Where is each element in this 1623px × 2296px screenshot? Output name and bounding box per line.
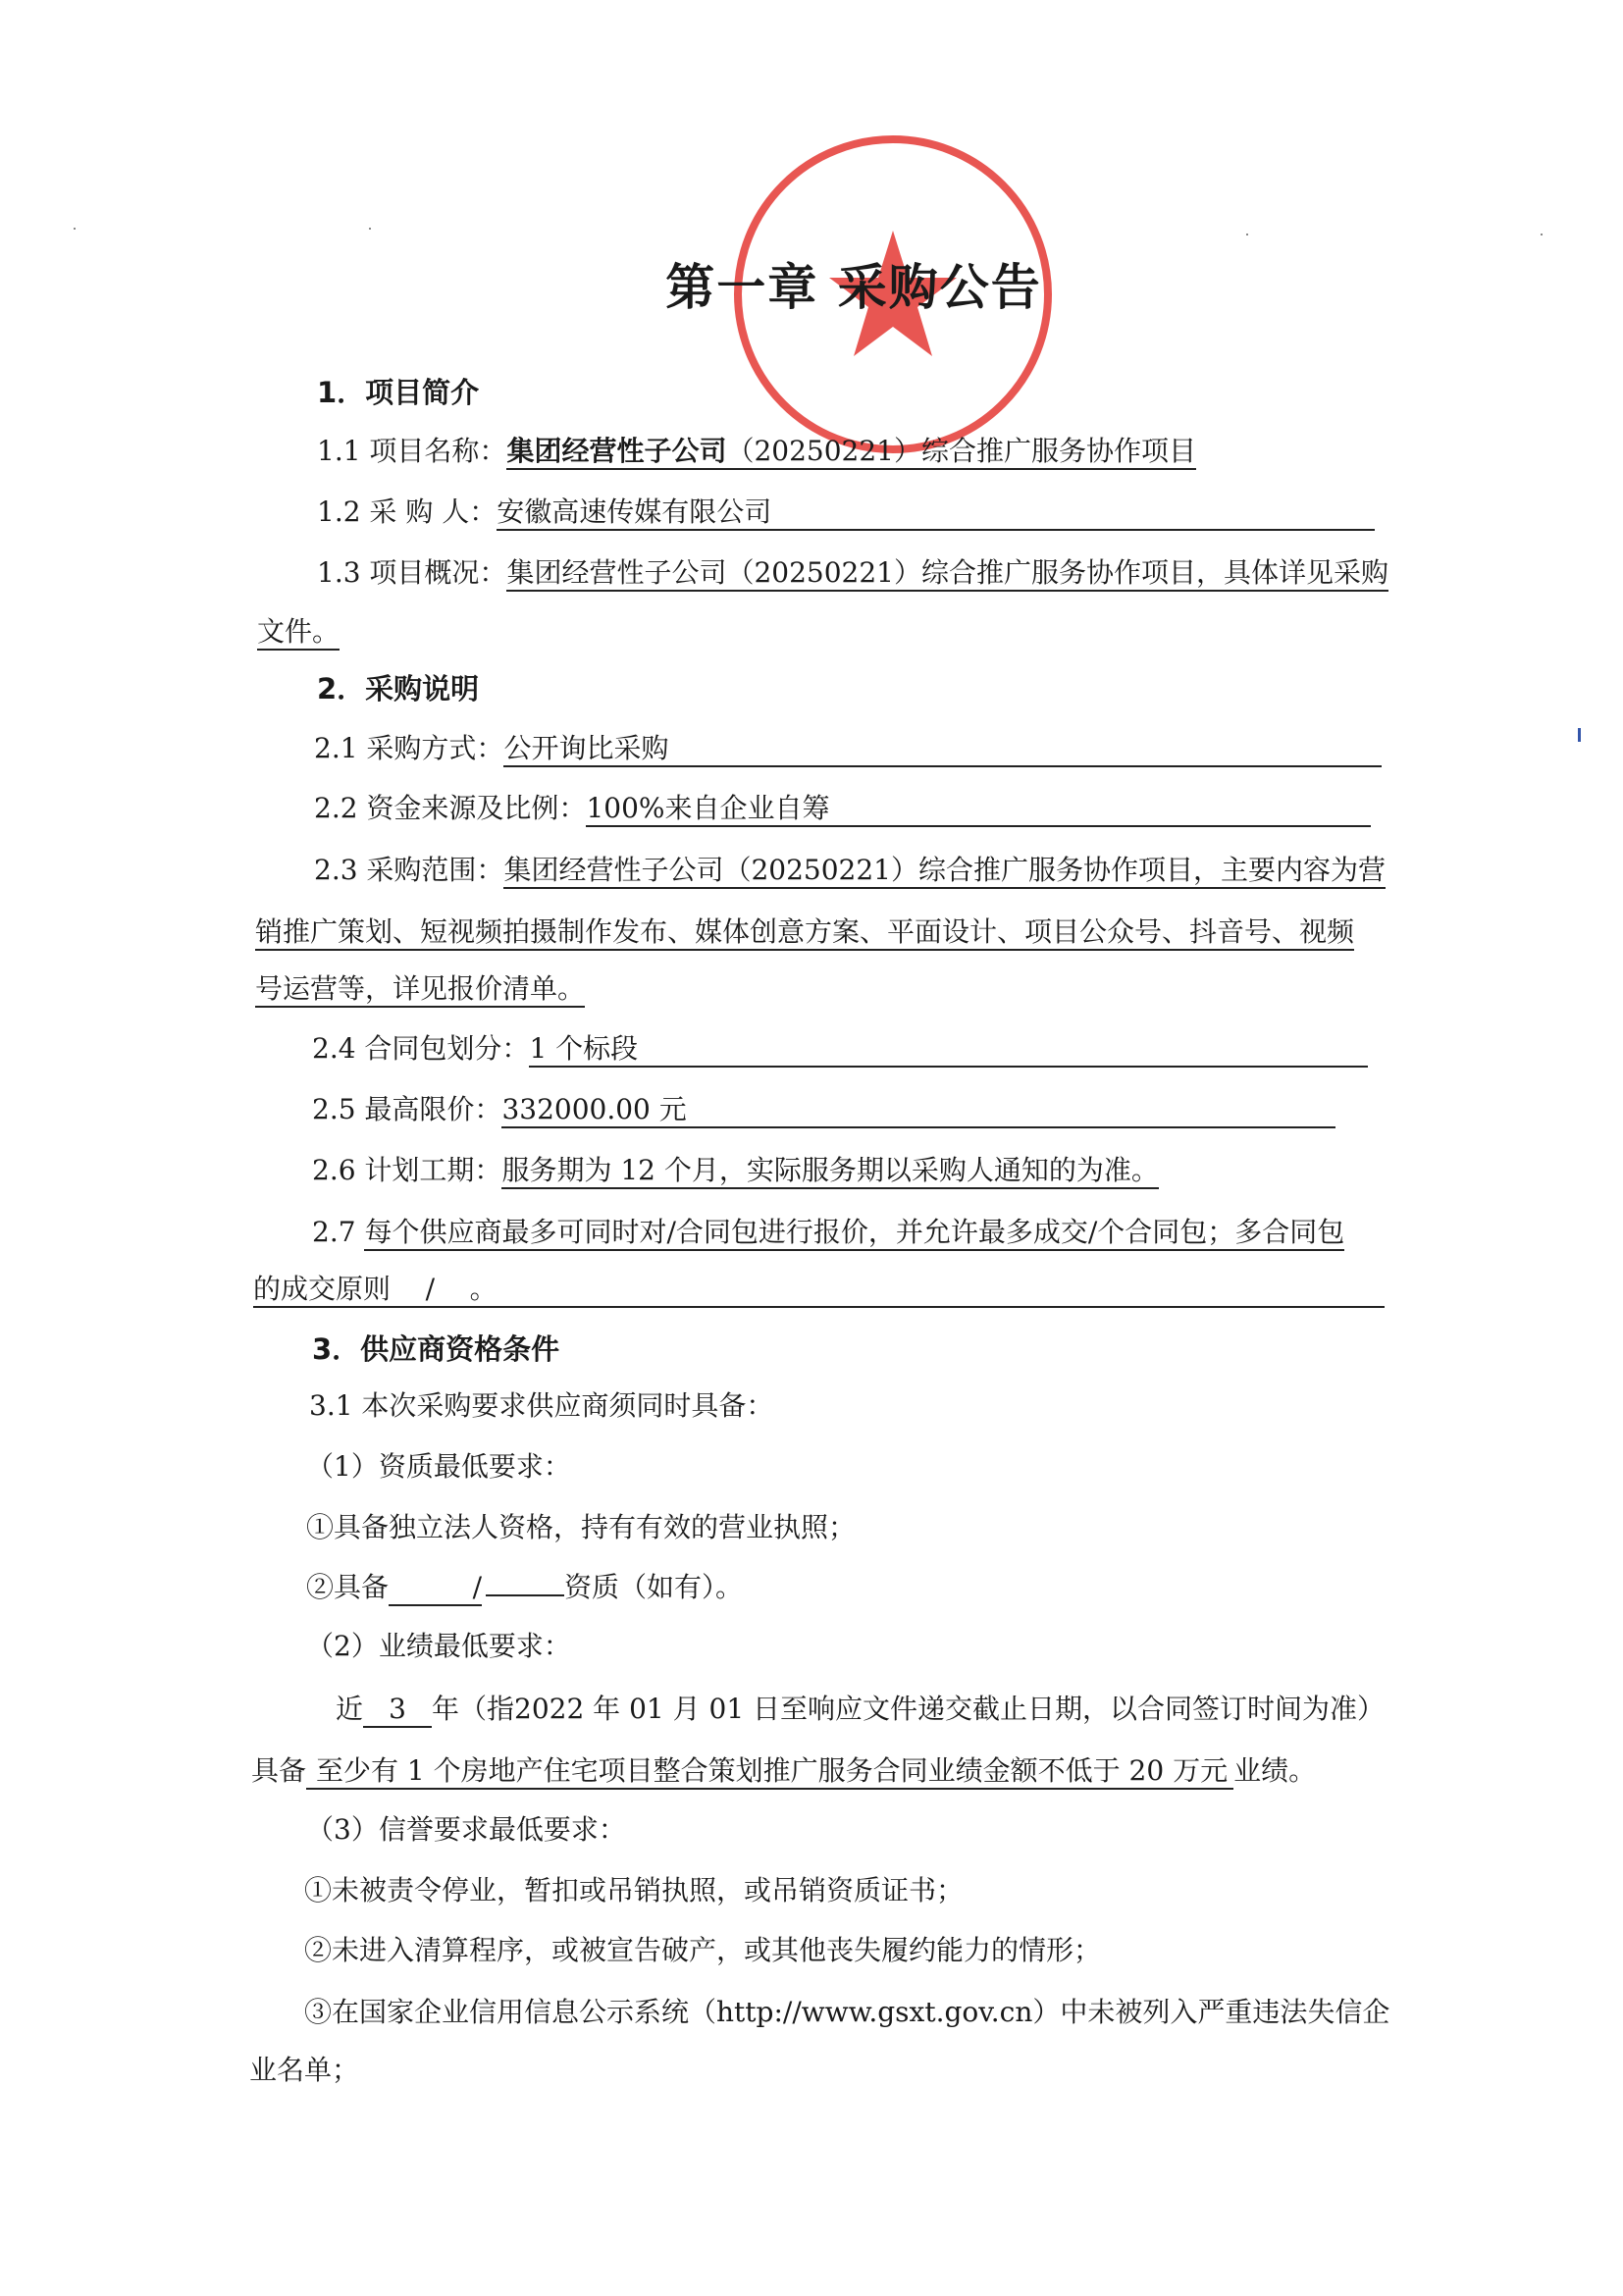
section-heading-1: 1．项目简介 (317, 376, 480, 409)
scan-speck (1541, 234, 1543, 235)
item-2-2 (314, 791, 1371, 827)
label: 2.2 资金来源及比例： (314, 792, 587, 824)
label: 2.5 最高限价： (312, 1093, 502, 1125)
funding: 100%来自企业自筹 (586, 792, 1371, 827)
req-credit-b: ②未进入清算程序，或被宣告破产，或其他丧失履约能力的情形； (304, 1934, 1102, 1966)
project-name (506, 435, 1196, 470)
req-credit-c-cont: 业名单； (249, 2054, 360, 2086)
method: 公开询比采购 (503, 732, 1382, 767)
item-2-7-cont (253, 1272, 1385, 1308)
item-2-6 (312, 1153, 1159, 1189)
label: 2.4 合同包划分： (312, 1032, 530, 1065)
performance-value: 至少有 1 个房地产住宅项目整合策划推广服务合同业绩金额不低于 20 万元 (306, 1754, 1233, 1790)
req-qualification: （1）资质最低要求： (306, 1450, 571, 1483)
bid-rule: 每个供应商最多可同时对/合同包进行报价，并允许最多成交/个合同包；多合同包 (364, 1216, 1344, 1251)
scope-cont: 号运营等，详见报价清单。 (255, 972, 585, 1008)
req-performance-line (336, 1692, 1385, 1728)
item-2-3-cont (255, 914, 1354, 951)
bid-rule-cont: 的成交原则 / 。 (253, 1273, 1385, 1308)
item-2-7 (312, 1215, 1344, 1251)
item-3-1: 3.1 本次采购要求供应商须同时具备： (309, 1389, 774, 1422)
text: 近 (336, 1693, 364, 1725)
item-1-3 (317, 555, 1388, 592)
scope: 集团经营性子公司（20250221）综合推广服务协作项目，主要内容为营 (503, 854, 1386, 889)
scan-mark (1578, 728, 1581, 742)
label: 2.7 (312, 1216, 365, 1248)
label: 1.1 项目名称： (317, 435, 507, 467)
schedule: 服务期为 12 个月，实际服务期以采购人通知的为准。 (501, 1154, 1158, 1189)
text: 具备 (251, 1754, 307, 1787)
scan-speck (74, 228, 76, 230)
label: 2.3 采购范围： (314, 854, 504, 886)
overview: 集团经营性子公司（20250221）综合推广服务协作项目，具体详见采购 (506, 556, 1388, 592)
lots: 1 个标段 (529, 1032, 1368, 1068)
purchaser: 安徽高速传媒有限公司 (497, 496, 1375, 531)
item-1-3-cont (257, 614, 340, 651)
req-qualification-b (306, 1570, 743, 1606)
item-2-3 (314, 853, 1386, 889)
scan-speck (369, 228, 371, 230)
project-name-bold: 集团经营性子公司 (506, 435, 727, 467)
label: 2.1 采购方式： (314, 732, 504, 764)
text: ②具备 (306, 1571, 390, 1603)
section-heading-3: 3．供应商资格条件 (312, 1332, 560, 1366)
item-2-3-cont (255, 971, 585, 1008)
text: 资质（如有）。 (564, 1571, 744, 1603)
text: 年（指2022 年 01 月 01 日至响应文件递交截止日期，以合同签订时间为准） (432, 1693, 1386, 1725)
years: 3 (363, 1693, 432, 1728)
label: 1.2 采 购 人： (317, 496, 497, 528)
req-credit-c: ③在国家企业信用信息公示系统（http://www.gsxt.gov.cn）中未被列入严重违法失信企 (304, 1996, 1390, 2028)
scope-cont: 销推广策划、短视频拍摄制作发布、媒体创意方案、平面设计、项目公众号、抖音号、视频 (255, 915, 1354, 951)
req-performance: （2）业绩最低要求： (306, 1630, 571, 1662)
max-price: 332000.00 元 (501, 1093, 1335, 1128)
item-1-1 (317, 434, 1196, 470)
blank-field: / (389, 1571, 482, 1606)
item-2-1 (314, 731, 1382, 767)
text: 业绩。 (1233, 1754, 1317, 1787)
item-2-4 (312, 1031, 1368, 1068)
req-performance-cont (251, 1753, 1316, 1790)
item-1-2 (317, 495, 1375, 531)
blank-field (486, 1594, 564, 1596)
req-credit-a: ①未被责令停业，暂扣或吊销执照，或吊销资质证书； (304, 1874, 965, 1906)
project-name-rest: （20250221）综合推广服务协作项目 (726, 435, 1196, 467)
section-heading-2: 2．采购说明 (317, 672, 480, 705)
overview-cont: 文件。 (257, 615, 340, 651)
scan-speck (1246, 234, 1248, 235)
label: 1.3 项目概况： (317, 556, 507, 589)
req-qualification-a: ①具备独立法人资格，持有有效的营业执照； (306, 1511, 857, 1543)
req-credit: （3）信誉要求最低要求： (306, 1813, 626, 1846)
item-2-5 (312, 1092, 1335, 1128)
page-title: 第一章 采购公告 (665, 259, 1042, 316)
label: 2.6 计划工期： (312, 1154, 502, 1186)
